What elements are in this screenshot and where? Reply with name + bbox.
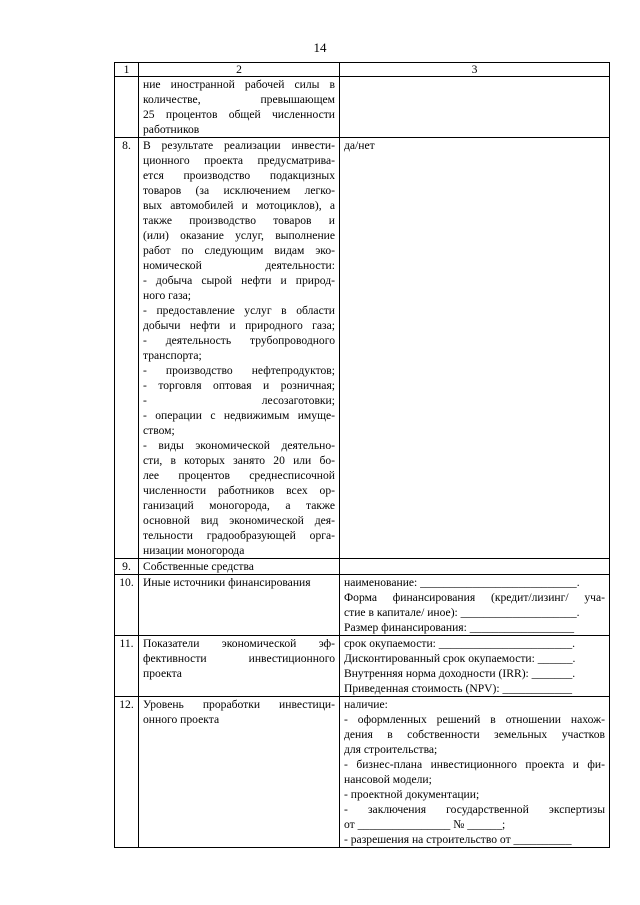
row-number: 8.: [115, 138, 139, 559]
table-row: [115, 636, 610, 697]
text-line: - заключения государственной экспертизы: [344, 803, 605, 816]
project-table: [114, 62, 610, 848]
text-line: нансовой модели;: [344, 773, 432, 786]
text-line: - разрешения на строительство от __________: [344, 833, 572, 846]
text-line: дения в собственности земельных участков: [344, 728, 605, 741]
text-line: товаров (за исключением легко-: [143, 184, 335, 197]
row-cont-description: [139, 77, 340, 138]
text-line: количестве, превышающем: [143, 93, 335, 106]
row10-value: [340, 575, 610, 636]
header-col-3: 3: [340, 63, 610, 77]
text-line: от ________________ № ______;: [344, 818, 506, 831]
text-line: проекта: [143, 667, 182, 680]
text-line: - оформленных решений в отношении нахож-: [344, 713, 605, 726]
text-line: онного проекта: [143, 713, 220, 726]
row-number: 12.: [115, 697, 139, 848]
row-cont-value: [340, 77, 610, 138]
text-line: работ по следующим видам эко-: [143, 244, 335, 257]
text-line: - проектной документации;: [344, 788, 480, 801]
text-line: Внутренняя норма доходности (IRR): _______.: [344, 667, 576, 680]
text-line: фективности инвестиционного: [143, 652, 335, 665]
text-line: - торговля оптовая и розничная;: [143, 379, 335, 392]
row12-description: [139, 697, 340, 848]
text-line: - добыча сырой нефти и природ-: [143, 274, 335, 287]
text-line: Приведенная стоимость (NPV): ____________: [344, 682, 573, 695]
text-line: транспорта;: [143, 349, 202, 362]
table-row: [115, 138, 610, 559]
text-line: - бизнес-плана инвестиционного проекта и фи-: [344, 758, 605, 771]
text-line: вых автомобилей и мотоциклов), а: [143, 199, 335, 212]
header-col-2: 2: [139, 63, 340, 77]
text-line: - виды экономической деятельно-: [143, 439, 335, 452]
row9-description: Собственные средства: [139, 559, 340, 575]
text-line: ного газа;: [143, 289, 192, 302]
text-line: (или) оказание услуг, выполнение: [143, 229, 335, 242]
text-line: 25 процентов общей численности: [143, 108, 335, 121]
text-line: лее процентов среднесписочной: [143, 469, 335, 482]
text-line: В результате реализации инвести-: [143, 139, 335, 152]
table-row: [115, 697, 610, 848]
row11-value: [340, 636, 610, 697]
table-row: [115, 559, 610, 575]
text-line: работников: [143, 123, 200, 136]
text-line: Уровень проработки инвестици-: [143, 698, 335, 711]
row12-value: [340, 697, 610, 848]
text-line: Форма финансирования (кредит/лизинг/ уча-: [344, 591, 605, 604]
row-number: [115, 77, 139, 138]
text-line: - лесозаготовки;: [143, 394, 335, 407]
text-line: стие в капитале/ иное): ____________________.: [344, 606, 580, 619]
row11-description: [139, 636, 340, 697]
row10-description: Иные источники финансирования: [139, 575, 340, 636]
text-line: наличие:: [344, 698, 388, 711]
text-line: наименование: ___________________________.: [344, 576, 580, 589]
text-line: ется производство подакцизных: [143, 169, 335, 182]
text-line: ством;: [143, 424, 175, 437]
text-line: Показатели экономической эф-: [143, 637, 335, 650]
text-line: добычи нефти и природного газа;: [143, 319, 335, 332]
row-number: 11.: [115, 636, 139, 697]
text-line: также производство товаров и: [143, 214, 335, 227]
text-line: сти, в которых занято 20 или бо-: [143, 454, 335, 467]
text-line: основной вид экономической дея-: [143, 514, 335, 527]
text-line: - производство нефтепродуктов;: [143, 364, 335, 377]
text-line: - деятельность трубопроводного: [143, 334, 335, 347]
text-line: Дисконтированный срок окупаемости: ______.: [344, 652, 576, 665]
table-header-row: [115, 63, 610, 77]
text-line: - предоставление услуг в области: [143, 304, 335, 317]
text-line: ние иностранной рабочей силы в: [143, 78, 335, 91]
table-row: [115, 77, 610, 138]
text-line: - операции с недвижимым имуще-: [143, 409, 335, 422]
page-number: 14: [313, 40, 327, 55]
table-row: [115, 575, 610, 636]
text-line: ганизаций моногорода, а также: [143, 499, 335, 512]
row9-value: [340, 559, 610, 575]
text-line: тельности градообразующей орга-: [143, 529, 335, 542]
row-number: 10.: [115, 575, 139, 636]
text-line: срок окупаемости: _______________________.: [344, 637, 576, 650]
text-line: численности работников всех ор-: [143, 484, 335, 497]
row8-value: да/нет: [340, 138, 610, 559]
header-col-1: 1: [115, 63, 139, 77]
text-line: ционного проекта предусматрива-: [143, 154, 335, 167]
text-line: низации моногорода: [143, 544, 245, 557]
text-line: для строительства;: [344, 743, 438, 756]
row-number: 9.: [115, 559, 139, 575]
text-line: Размер финансирования: __________________: [344, 621, 575, 634]
row8-description: [139, 138, 340, 559]
text-line: номической деятельности:: [143, 259, 335, 272]
